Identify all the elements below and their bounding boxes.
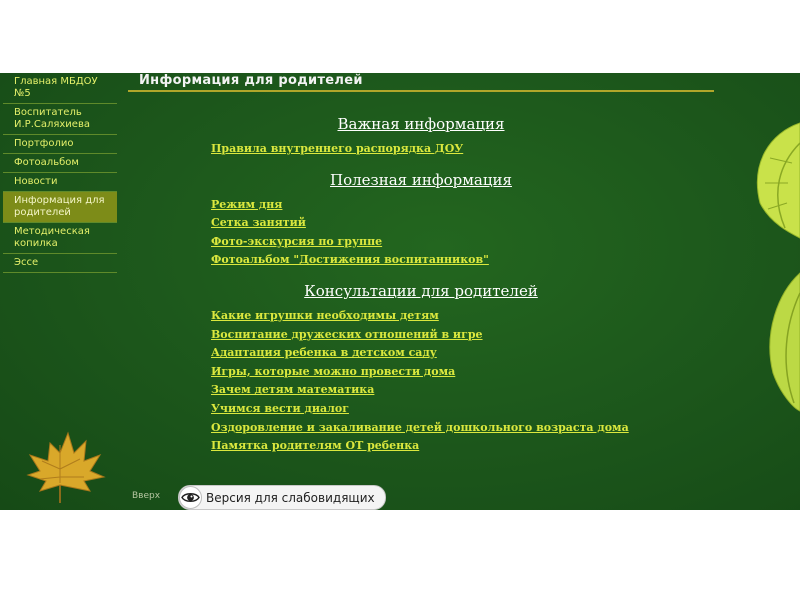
link-math[interactable]: Зачем детям математика: [211, 383, 375, 397]
sidebar-item-portfolio[interactable]: Портфолио: [3, 135, 117, 154]
link-adaptation[interactable]: Адаптация ребенка в детском саду: [211, 346, 437, 360]
low-vision-version-button[interactable]: [178, 485, 386, 510]
link-home-games[interactable]: Игры, которые можно провести дома: [211, 364, 456, 378]
sidebar-item-methodical[interactable]: Методическая копилка: [3, 223, 117, 254]
sidebar-item-essay[interactable]: Эссе: [3, 254, 117, 273]
low-vision-label: Версия для слабовидящих: [206, 490, 375, 505]
green-leaf-icon: [758, 263, 800, 413]
link-daily-schedule[interactable]: Режим дня: [211, 197, 283, 211]
section-heading: Важная информация: [337, 115, 505, 133]
section-useful: [128, 171, 714, 270]
link-toys[interactable]: Какие игрушки необходимы детям: [211, 308, 439, 322]
section-heading: Полезная информация: [330, 170, 512, 189]
green-leaf-icon: [740, 103, 800, 243]
link-photo-tour[interactable]: Фото-экскурсия по группе: [211, 234, 383, 248]
main-content: [128, 115, 714, 468]
link-friendly-relations[interactable]: Воспитание дружеских отношений в игре: [211, 327, 483, 341]
link-rules[interactable]: Правила внутреннего распорядка ДОУ: [211, 142, 464, 155]
eye-icon: [179, 486, 202, 509]
sidebar-item-teacher[interactable]: Воспитатель И.Р.Саляхиева: [3, 104, 117, 135]
sidebar-nav: [3, 73, 117, 273]
sidebar-item-photoalbum[interactable]: Фотоальбом: [3, 154, 117, 173]
sidebar-item-parents-info[interactable]: Информация для родителей: [3, 192, 117, 223]
sidebar-item-news[interactable]: Новости: [3, 173, 117, 192]
link-health[interactable]: Оздоровление и закаливание детей дошкольного возраста дома: [211, 420, 629, 434]
section-consultations: [128, 282, 714, 456]
scroll-top-link[interactable]: Вверх: [132, 491, 161, 501]
link-dialog[interactable]: Учимся вести диалог: [211, 401, 349, 415]
maple-leaf-icon: [10, 425, 110, 507]
sidebar-item-home[interactable]: Главная МБДОУ №5: [3, 73, 117, 104]
link-memo[interactable]: Памятка родителям ОТ ребенка: [211, 439, 420, 453]
page-title: Информация для родителей: [139, 73, 363, 88]
section-important: [128, 115, 714, 159]
link-class-grid[interactable]: Сетка занятий: [211, 216, 306, 230]
section-heading: Консультации для родителей: [304, 281, 538, 300]
page-frame: [0, 73, 800, 510]
title-divider: [128, 90, 714, 92]
link-achievements-album[interactable]: Фотоальбом "Достижения воспитанников": [211, 253, 489, 267]
